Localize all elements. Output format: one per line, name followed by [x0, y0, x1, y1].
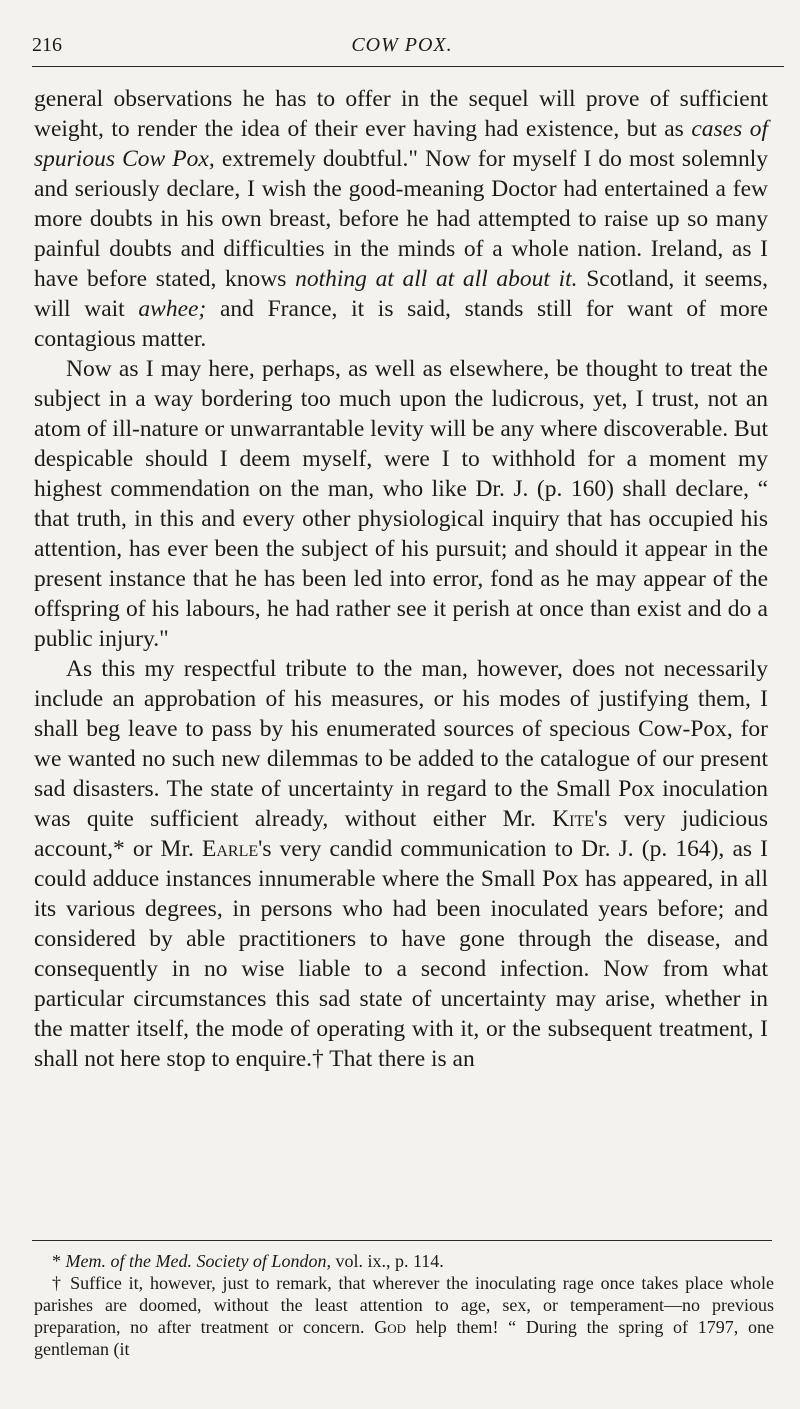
paragraph-3: As this my respectful tribute to the man, however, does not necessarily include an approbation of his measures, or his modes of justifying them, I shall beg leave to pass by his enumerated sources of specious Cow-Pox, for we wanted no such new dilemmas to be added to the catalogue of our present sad disasters. The state of uncertainty in regard to the Small Pox inoculation was quite sufficient already, without either Mr. Kite's very judicious account,* or Mr. Earle's very candid communication to Dr. J. (p. 164), as I could adduce instances innumerable where the Small Pox has appeared, in all its various degrees, in persons who had been inoculated years before; and considered by able practitioners to have gone through the disease, and consequently in no wise liable to a second infection. Now from what particular circumstances this sad state of uncertainty may arise, whether in the matter itself, the mode of operating with it, or the subsequent treatment, I shall not here stop to enquire.† That there is an	[34, 656, 768, 1072]
footnote-1: * Mem. of the Med. Society of London, vol. ix., p. 114.	[52, 1251, 444, 1271]
body-text	[34, 84, 768, 1074]
footnote-rule	[32, 1240, 772, 1241]
paragraph-2: Now as I may here, perhaps, as well as elsewhere, be thought to treat the subject in a way bordering too much upon the ludicrous, yet, I trust, not an atom of ill-nature or unwarrantable levity will be any where discoverable. But despicable should I deem myself, were I to withhold for a moment my highest commendation on the man, who like Dr. J. (p. 160) shall declare, “ that truth, in this and every other physiological inquiry that has occupied his attention, has ever been the subject of his pursuit; and should it appear in the present instance that he has been led into error, fond as he may appear of the offspring of his labours, he had rather see it perish at once than exist and do a public injury."	[34, 356, 768, 652]
running-head: COW POX.	[351, 34, 453, 56]
footnote-2: † Suffice it, however, just to remark, that wherever the inoculating rage once takes place whole parishes are doomed, without the least attention to age, sex, or temperament—no previous preparation, no after treatment or concern. God help them! “ During the spring of 1797, one gentleman (it	[34, 1273, 774, 1359]
page-header	[32, 34, 772, 64]
page-number: 216	[32, 34, 62, 56]
paragraph-1: general observations he has to offer in the sequel will prove of sufficient weight, to render the idea of their ever having had existence, but as cases of spurious Cow Pox, extremely doubtful." Now for myself I do most solemnly and seriously declare, I wish the good-meaning Doctor had entertained a few more doubts in his own breast, before he had attempted to raise up so many painful doubts and difficulties in the minds of a whole nation. Ireland, as I have before stated, knows nothing at all at all about it. Scotland, it seems, will wait awhee; and France, it is said, stands still for want of more contagious matter.	[34, 86, 768, 352]
header-rule	[32, 66, 784, 67]
footnotes	[34, 1250, 774, 1360]
